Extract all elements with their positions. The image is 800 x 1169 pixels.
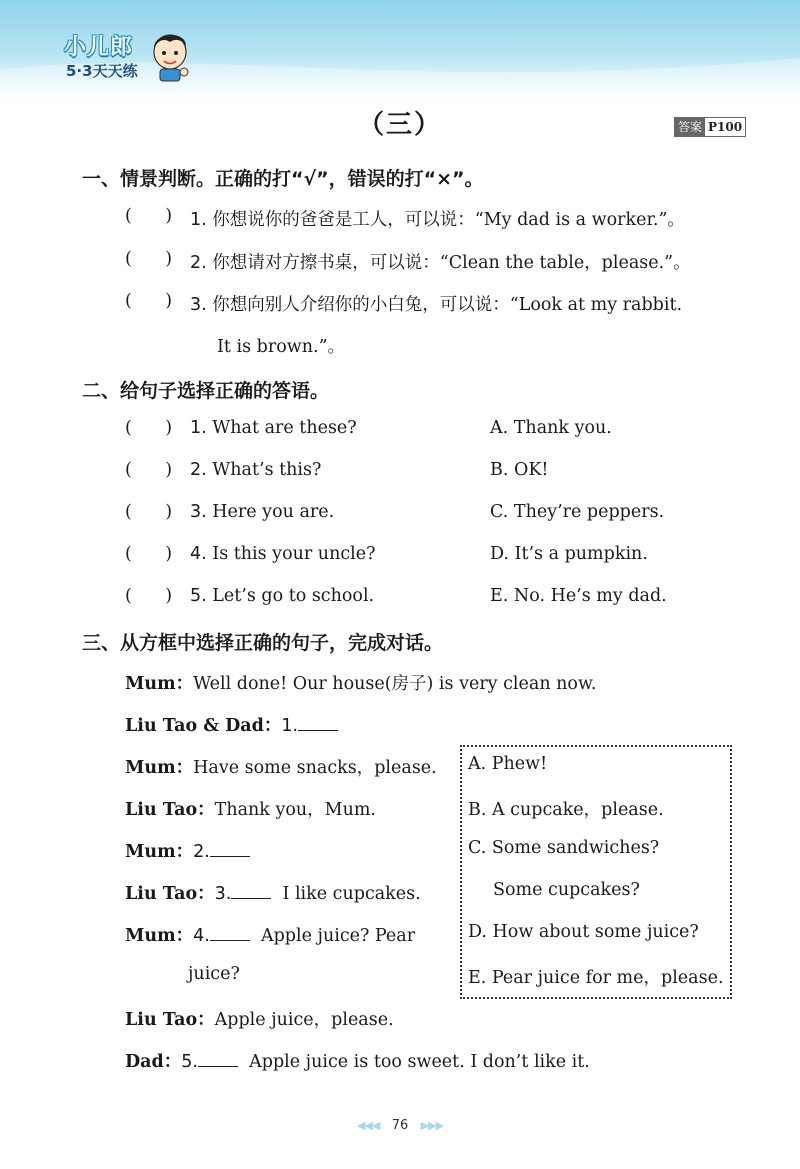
section2-heading: 二、给句子选择正确的答语。 xyxy=(82,380,330,402)
dialogue-text: Apple juice is too sweet. I don’t like it. xyxy=(249,1052,590,1072)
speaker: Liu Tao： xyxy=(125,800,215,820)
speaker: Mum： xyxy=(125,674,194,694)
blank-number: 3. xyxy=(214,884,232,904)
dialogue-line-3 xyxy=(125,754,437,779)
speaker: Mum： xyxy=(125,758,194,778)
s2-answer-b: B. OK! xyxy=(490,460,549,480)
dialogue-text: I like cupcakes. xyxy=(282,884,421,904)
blank-number: 2. xyxy=(193,842,210,862)
speaker: Liu Tao： xyxy=(125,1010,215,1030)
item-number: 3. xyxy=(190,502,207,522)
s1-item-3 xyxy=(190,291,682,316)
answer-blank[interactable] xyxy=(298,716,338,731)
option-a: A. Phew! xyxy=(468,754,548,774)
item-number: 5. xyxy=(190,586,207,606)
option-b: B. A cupcake，please. xyxy=(468,800,664,820)
dialogue-line-6 xyxy=(125,880,421,905)
answer-blank[interactable] xyxy=(231,884,271,899)
item-number: 2. xyxy=(190,460,207,480)
left-arrows-icon: ◀◀◀ xyxy=(356,1119,380,1132)
options-box xyxy=(460,745,732,999)
blank-number: 1. xyxy=(281,716,299,736)
answer-page-tag xyxy=(674,117,746,137)
speaker: Mum： xyxy=(125,842,194,862)
item-number: 1. xyxy=(190,210,207,230)
option-c-continuation: Some cupcakes? xyxy=(493,880,640,900)
answer-blank[interactable]: ( ) xyxy=(125,586,173,606)
page-number: 76 xyxy=(391,1118,409,1133)
blank-number: 5. xyxy=(181,1052,198,1072)
dialogue-text: Well done! Our house(房子) is very clean now. xyxy=(193,674,597,694)
blank-number: 4. xyxy=(193,926,210,946)
speaker: Dad： xyxy=(125,1052,182,1072)
item-text: Is this your uncle? xyxy=(212,544,376,564)
dialogue-line-8 xyxy=(125,1006,394,1031)
dialogue-text: Thank you，Mum. xyxy=(214,800,376,820)
brand-series: 5·3天天练 xyxy=(66,62,138,80)
page-title: （三） xyxy=(357,110,442,140)
section1-heading: 一、情景判断。正确的打“√”，错误的打“×”。 xyxy=(82,168,484,190)
option-c: C. Some sandwiches? xyxy=(468,838,660,858)
mascot-boy-icon xyxy=(148,28,192,82)
s1-item-1 xyxy=(190,206,685,231)
speaker: Liu Tao： xyxy=(125,884,215,904)
dialogue-text: Apple juice? Pear xyxy=(260,926,416,946)
dialogue-line-4 xyxy=(125,796,376,821)
dialogue-text: Have some snacks，please. xyxy=(193,758,437,778)
s2-question-2 xyxy=(190,460,321,480)
item-number: 1. xyxy=(190,418,207,438)
dialogue-line-1 xyxy=(125,670,596,695)
item-number: 4. xyxy=(190,544,207,564)
answer-page: P100 xyxy=(705,118,745,136)
answer-blank[interactable]: ( ) xyxy=(125,249,173,269)
dialogue-line-2 xyxy=(125,712,338,737)
answer-blank[interactable]: ( ) xyxy=(125,502,173,522)
s1-item-2 xyxy=(190,249,691,274)
item-text: 你想向别人介绍你的小白兔，可以说：“Look at my rabbit. xyxy=(212,295,683,315)
answer-blank[interactable]: ( ) xyxy=(125,544,173,564)
speaker: Liu Tao & Dad： xyxy=(125,716,282,736)
s2-answer-d: D. It’s a pumpkin. xyxy=(490,544,648,564)
item-text: 你想说你的爸爸是工人，可以说：“My dad is a worker.”。 xyxy=(212,210,685,230)
s2-answer-c: C. They’re peppers. xyxy=(490,502,665,522)
option-e: E. Pear juice for me，please. xyxy=(468,968,724,988)
answer-blank[interactable] xyxy=(210,842,250,857)
dialogue-line-5 xyxy=(125,838,250,863)
item-number: 2. xyxy=(190,253,207,273)
answer-blank[interactable] xyxy=(198,1052,238,1067)
s2-answer-e: E. No. He’s my dad. xyxy=(490,586,667,606)
option-d: D. How about some juice? xyxy=(468,922,699,942)
item-text: 你想请对方擦书桌，可以说：“Clean the table，please.”。 xyxy=(212,253,691,273)
dialogue-line-9 xyxy=(125,1048,590,1073)
answer-blank[interactable]: ( ) xyxy=(125,418,173,438)
answer-blank[interactable]: ( ) xyxy=(125,460,173,480)
brand-name: 小儿郎 xyxy=(64,35,134,60)
item-text: Let’s go to school. xyxy=(212,586,375,606)
dialogue-line-7-continuation: juice? xyxy=(188,964,240,984)
item-text: What are these? xyxy=(212,418,357,438)
dialogue-text: Apple juice，please. xyxy=(214,1010,394,1030)
item-text: Here you are. xyxy=(212,502,335,522)
item-number: 3. xyxy=(190,295,207,315)
item-text: What’s this? xyxy=(212,460,322,480)
right-arrows-icon: ▶▶▶ xyxy=(420,1119,444,1132)
s2-question-1 xyxy=(190,418,357,438)
brand-logo xyxy=(60,28,190,88)
s2-question-3 xyxy=(190,502,334,522)
answer-blank[interactable]: ( ) xyxy=(125,291,173,311)
s2-question-5 xyxy=(190,586,374,606)
section3-heading: 三、从方框中选择正确的句子，完成对话。 xyxy=(82,632,444,654)
s2-answer-a: A. Thank you. xyxy=(490,418,612,438)
page-footer xyxy=(0,1118,800,1133)
dialogue-line-7 xyxy=(125,922,415,947)
answer-label: 答案 xyxy=(675,118,705,136)
s2-question-4 xyxy=(190,544,375,564)
speaker: Mum： xyxy=(125,926,194,946)
answer-blank[interactable] xyxy=(210,926,250,941)
s1-item-3-continuation: It is brown.”。 xyxy=(217,337,346,357)
answer-blank[interactable]: ( ) xyxy=(125,206,173,226)
